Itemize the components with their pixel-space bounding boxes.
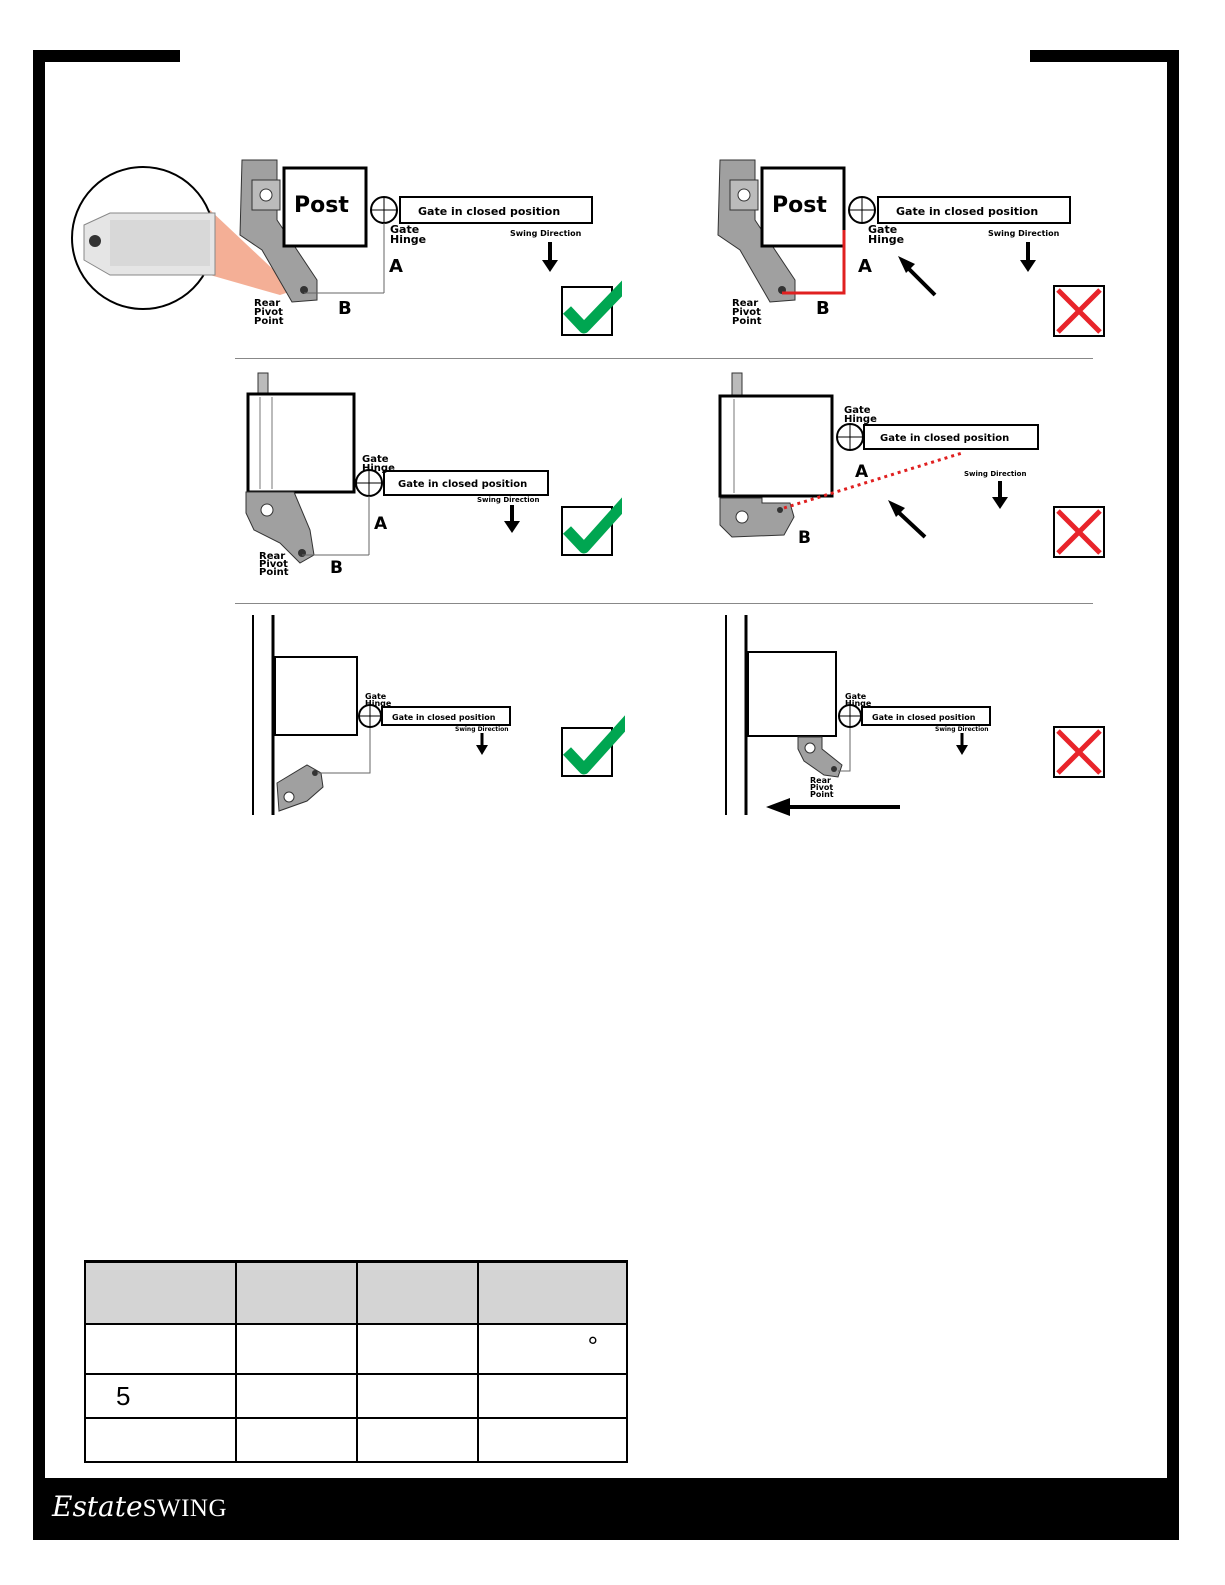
swing-direction-label: Swing Direction (455, 726, 509, 733)
table-cell (236, 1374, 357, 1418)
table-row (85, 1324, 627, 1374)
table-cell: ° (478, 1324, 627, 1374)
arrow-down-icon (1020, 260, 1036, 272)
gate-hinge-label: Gate (390, 223, 420, 236)
diagram-incorrect-3 (718, 615, 1110, 820)
diagram-incorrect-1 (710, 150, 1110, 340)
table-cell (357, 1374, 478, 1418)
dimension-b: B (338, 298, 352, 319)
post-label: Post (294, 193, 349, 218)
table-cell (357, 1324, 478, 1374)
gate-closed-label: Gate in closed position (398, 479, 528, 490)
rear-pivot-label: Pivot (810, 783, 834, 792)
dimension-b: B (816, 298, 830, 319)
separator (235, 358, 1093, 359)
arrow-down-icon (542, 260, 558, 272)
diagram-correct-1 (232, 150, 622, 340)
swing-direction-label: Swing Direction (964, 470, 1027, 478)
rear-pivot-label: Point (732, 316, 762, 327)
gate-hinge-label: Gate (845, 692, 867, 701)
table-cell (357, 1418, 478, 1462)
swing-direction-label: Swing Direction (477, 496, 540, 504)
dimension-a: A (389, 256, 403, 277)
header-cell (236, 1262, 357, 1325)
separator (235, 603, 1093, 604)
table-cell: 5 (85, 1374, 236, 1418)
gate-closed-label: Gate in closed position (392, 713, 496, 722)
gate-hinge-label: Hinge (868, 233, 905, 246)
rear-pivot-label: Rear (254, 298, 281, 309)
gate-hinge-label: Gate (365, 692, 387, 701)
table-row (85, 1374, 627, 1418)
gate-closed-label: Gate in closed position (872, 713, 976, 722)
table-cell (236, 1324, 357, 1374)
gate-hinge-label: Gate (362, 454, 389, 465)
gate-hinge-label: Gate (844, 405, 871, 416)
arrow-down-icon (956, 745, 968, 755)
gate-hinge-label: Hinge (844, 414, 877, 425)
gate-closed-label: Gate in closed position (418, 205, 561, 218)
rear-pivot-label: Rear (810, 776, 831, 785)
rear-pivot-label: Rear (732, 298, 759, 309)
rear-pivot-label: Pivot (254, 307, 283, 318)
header-cell (85, 1262, 236, 1325)
rear-pivot-label: Point (254, 316, 284, 327)
gate-closed-label: Gate in closed position (896, 205, 1039, 218)
rear-pivot-label: Point (810, 790, 834, 799)
table-cell (478, 1374, 627, 1418)
dimension-a: A (855, 462, 869, 482)
frame-gap (180, 40, 1030, 68)
dimension-b: B (798, 528, 811, 548)
gate-closed-label: Gate in closed position (880, 433, 1010, 444)
brand-logo (52, 1490, 227, 1523)
dimension-a: A (374, 514, 388, 534)
brand-script: Estate (52, 1490, 143, 1523)
spec-table (84, 1260, 628, 1463)
gate-hinge-label: Hinge (362, 463, 395, 474)
dimension-b: B (330, 558, 343, 578)
brand-word: SWING (142, 1495, 228, 1522)
swing-direction-label: Swing Direction (988, 229, 1060, 238)
gate-hinge-label: Hinge (390, 233, 427, 246)
gate-hinge-label: Gate (868, 223, 898, 236)
arrow-down-icon (476, 745, 488, 755)
header-cell (357, 1262, 478, 1325)
table-cell (236, 1418, 357, 1462)
swing-direction-label: Swing Direction (510, 229, 582, 238)
table-header-row (85, 1262, 627, 1325)
arrow-down-icon (504, 521, 520, 533)
table-cell (85, 1418, 236, 1462)
rear-pivot-label: Pivot (259, 559, 288, 570)
rear-pivot-label: Rear (259, 551, 286, 562)
arrow-down-icon (992, 497, 1008, 509)
table-row (85, 1418, 627, 1462)
diagram-correct-2 (232, 365, 622, 590)
arrow-left-icon (766, 798, 790, 816)
diagram-incorrect-2 (712, 365, 1112, 590)
rear-pivot-label: Pivot (732, 307, 761, 318)
swing-direction-label: Swing Direction (935, 726, 989, 733)
table-cell (478, 1418, 627, 1462)
header-cell (478, 1262, 627, 1325)
dimension-a: A (858, 256, 872, 277)
diagram-correct-3 (245, 615, 625, 820)
gate-hinge-label: Hinge (845, 699, 872, 708)
gate-hinge-label: Hinge (365, 699, 392, 708)
rear-pivot-label: Point (259, 567, 289, 578)
table-cell (85, 1324, 236, 1374)
post-label: Post (772, 193, 827, 218)
